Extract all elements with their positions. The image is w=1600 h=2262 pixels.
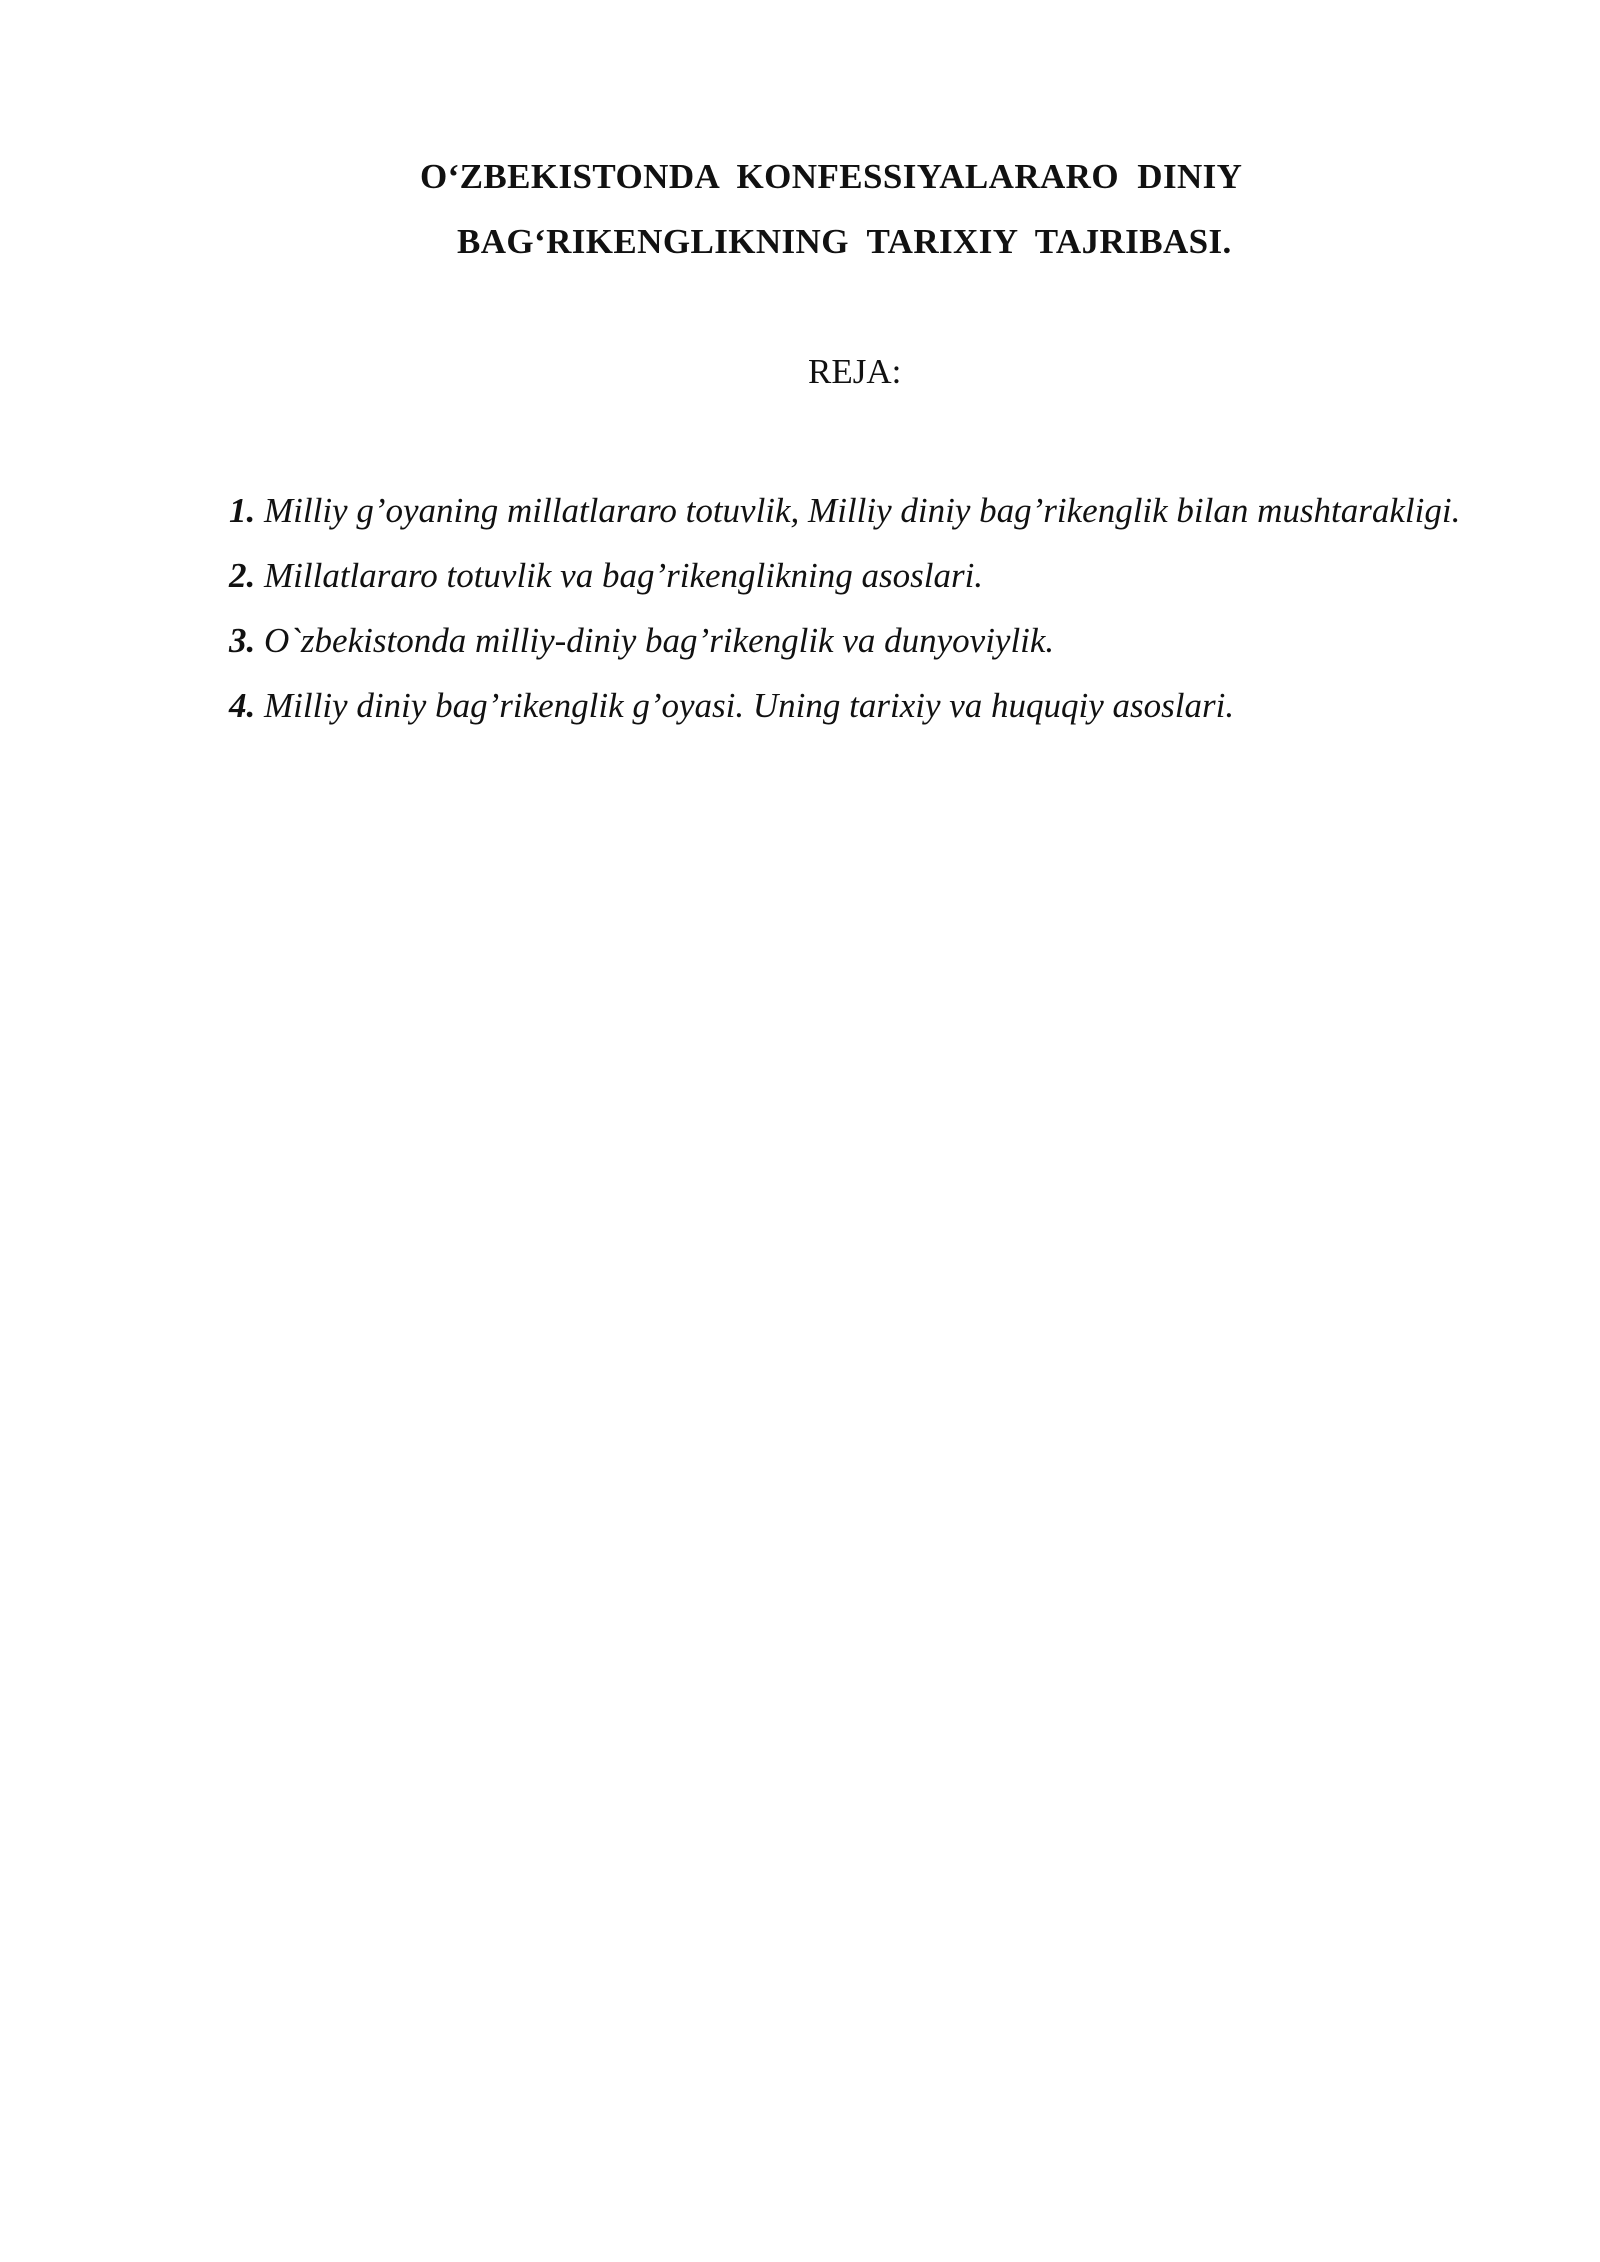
plan-item-number: 3. xyxy=(229,621,256,660)
plan-item-number: 1. xyxy=(229,491,256,530)
document-title-line-2: BAG‘RIKENGLIKNING TARIXIY TAJRIBASI. xyxy=(457,222,1232,261)
plan-item-4 xyxy=(229,673,1487,738)
plan-item-text: Milliy g’oyaning millatlararo totuvlik, Milliy diniy bag’rikenglik bilan mushtarakligi. xyxy=(264,491,1461,530)
plan-item-2 xyxy=(229,543,1487,608)
plan-item-number: 2. xyxy=(229,556,256,595)
plan-list xyxy=(229,478,1487,738)
plan-item-text: O`zbekistonda milliy-diniy bag’rikenglik va dunyoviylik. xyxy=(264,621,1055,660)
document-title-line-1: O‘ZBEKISTONDA KONFESSIYALARARO DINIY xyxy=(420,157,1243,196)
plan-heading: REJA: xyxy=(808,352,902,391)
plan-item-number: 4. xyxy=(229,686,256,725)
plan-item-1 xyxy=(229,478,1487,543)
plan-item-3 xyxy=(229,608,1487,673)
plan-item-text: Millatlararo totuvlik va bag’rikenglikning asoslari. xyxy=(264,556,984,595)
plan-item-text: Milliy diniy bag’rikenglik g’oyasi. Uning tarixiy va huquqiy asoslari. xyxy=(264,686,1235,725)
